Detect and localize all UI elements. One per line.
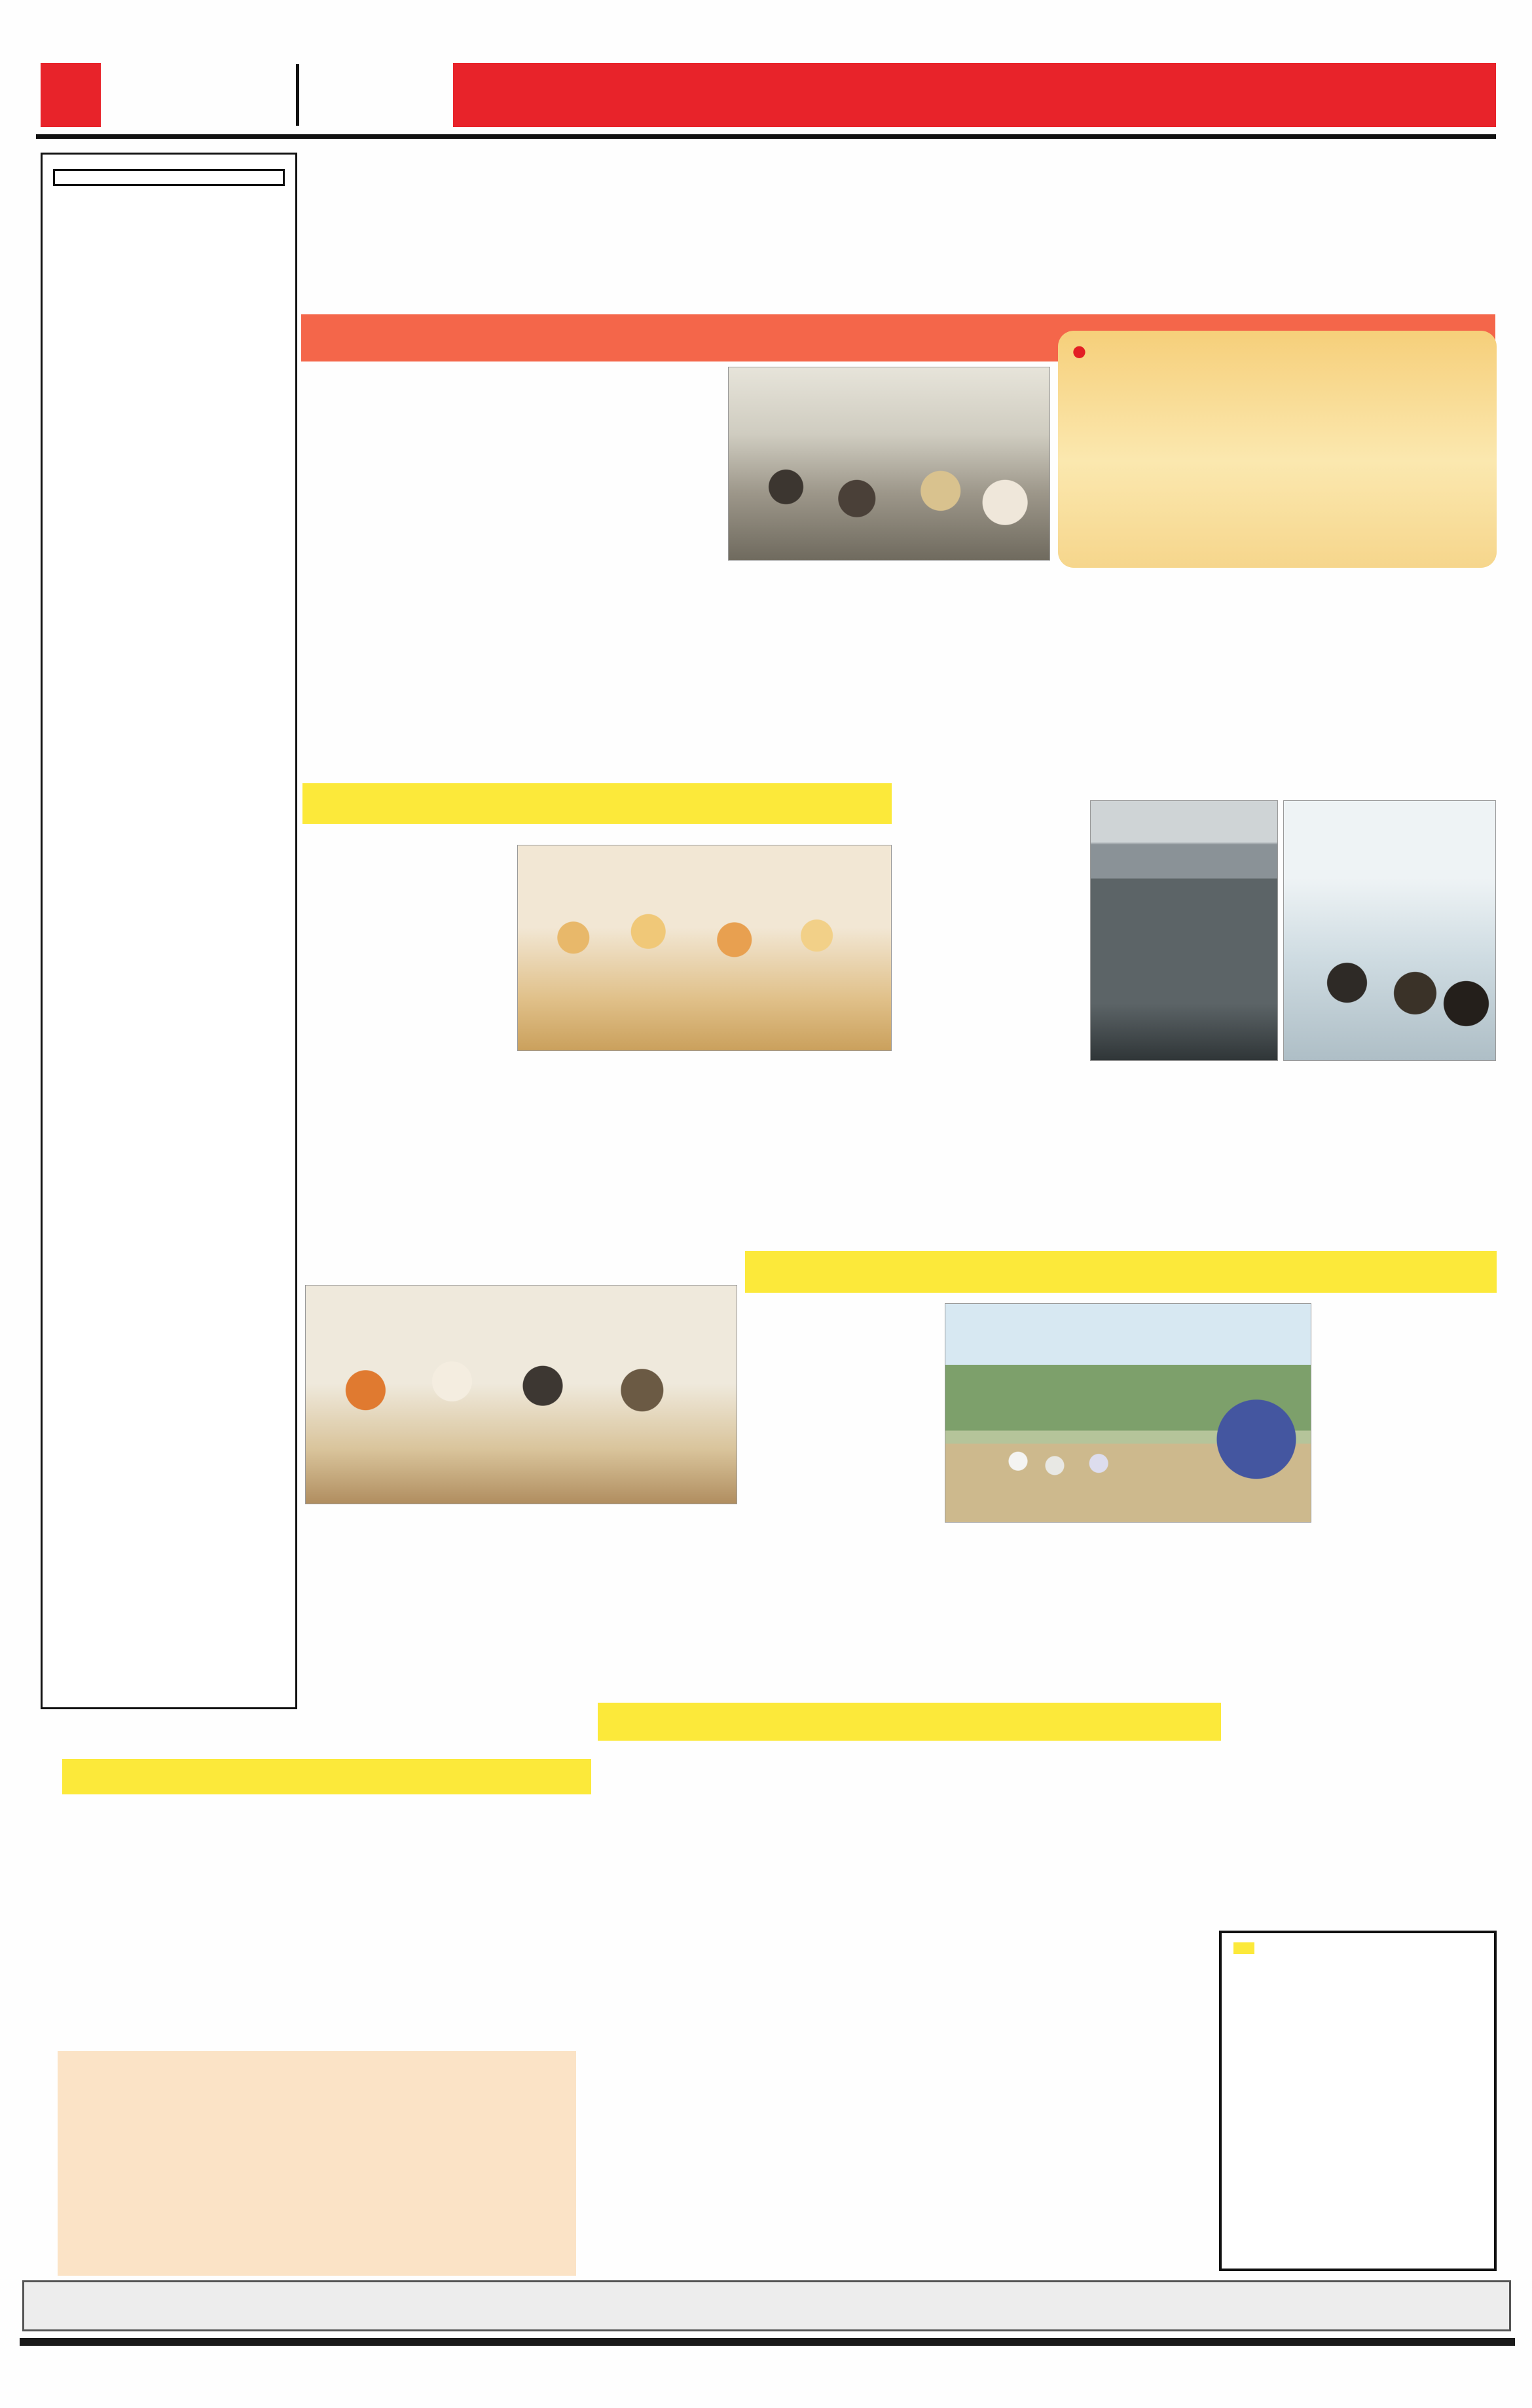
mahtari-headline <box>62 1711 591 1756</box>
road-box <box>1219 1931 1497 2271</box>
egov-strip <box>598 1703 1221 1741</box>
teachers-box <box>58 2051 576 2276</box>
bus-col1 <box>900 800 1084 1144</box>
header-rule <box>36 134 1496 139</box>
page-number-badge <box>41 63 101 127</box>
sahu-headline <box>302 633 892 778</box>
sahu-below <box>517 1056 892 1142</box>
madhu-quote-box <box>53 169 285 186</box>
photo-governor-meeting <box>305 1285 737 1504</box>
governor-headline <box>302 1167 738 1282</box>
governor-body <box>305 1510 737 1667</box>
lead-headline <box>300 149 1497 310</box>
photo-wetland-group <box>945 1303 1311 1523</box>
birds-col-right <box>1319 1303 1496 1663</box>
sahu-col1 <box>305 833 509 1146</box>
egov-body <box>598 1825 1220 2266</box>
mahtari-subhead <box>62 1759 591 1794</box>
bus-headline <box>898 630 1497 715</box>
birds-headline <box>745 1171 1497 1246</box>
egov-side <box>1223 1825 1497 1924</box>
lead-col1 <box>305 367 511 627</box>
birds-subhead <box>745 1251 1497 1293</box>
sahu-subhead <box>302 783 892 824</box>
lead-tail <box>1058 574 1497 629</box>
masthead <box>306 68 454 124</box>
road-tab <box>1233 1942 1254 1954</box>
photo-bus-front <box>1090 800 1278 1061</box>
photo-oath-ceremony <box>517 845 892 1051</box>
photo-board-meeting <box>728 367 1050 561</box>
birds-col1 <box>748 1303 937 1663</box>
header-divider <box>296 64 299 126</box>
photo-bus-interior <box>1283 800 1496 1061</box>
lead-caption <box>728 565 1050 627</box>
footer-rule <box>20 2338 1515 2346</box>
imprint-box <box>22 2280 1511 2331</box>
egov-headline <box>598 1746 1496 1811</box>
bullet-icon: ● <box>1072 342 1086 360</box>
left-column-box <box>41 153 297 1709</box>
mahtari-body <box>42 1801 593 2042</box>
scheme-dbt-box <box>1058 331 1497 568</box>
birds-below <box>945 1529 1311 1663</box>
bus-subhead <box>898 748 1497 786</box>
bus-below <box>1090 1066 1496 1143</box>
date <box>113 72 299 119</box>
lead-col2 <box>517 367 723 627</box>
edition-banner <box>453 63 1496 127</box>
